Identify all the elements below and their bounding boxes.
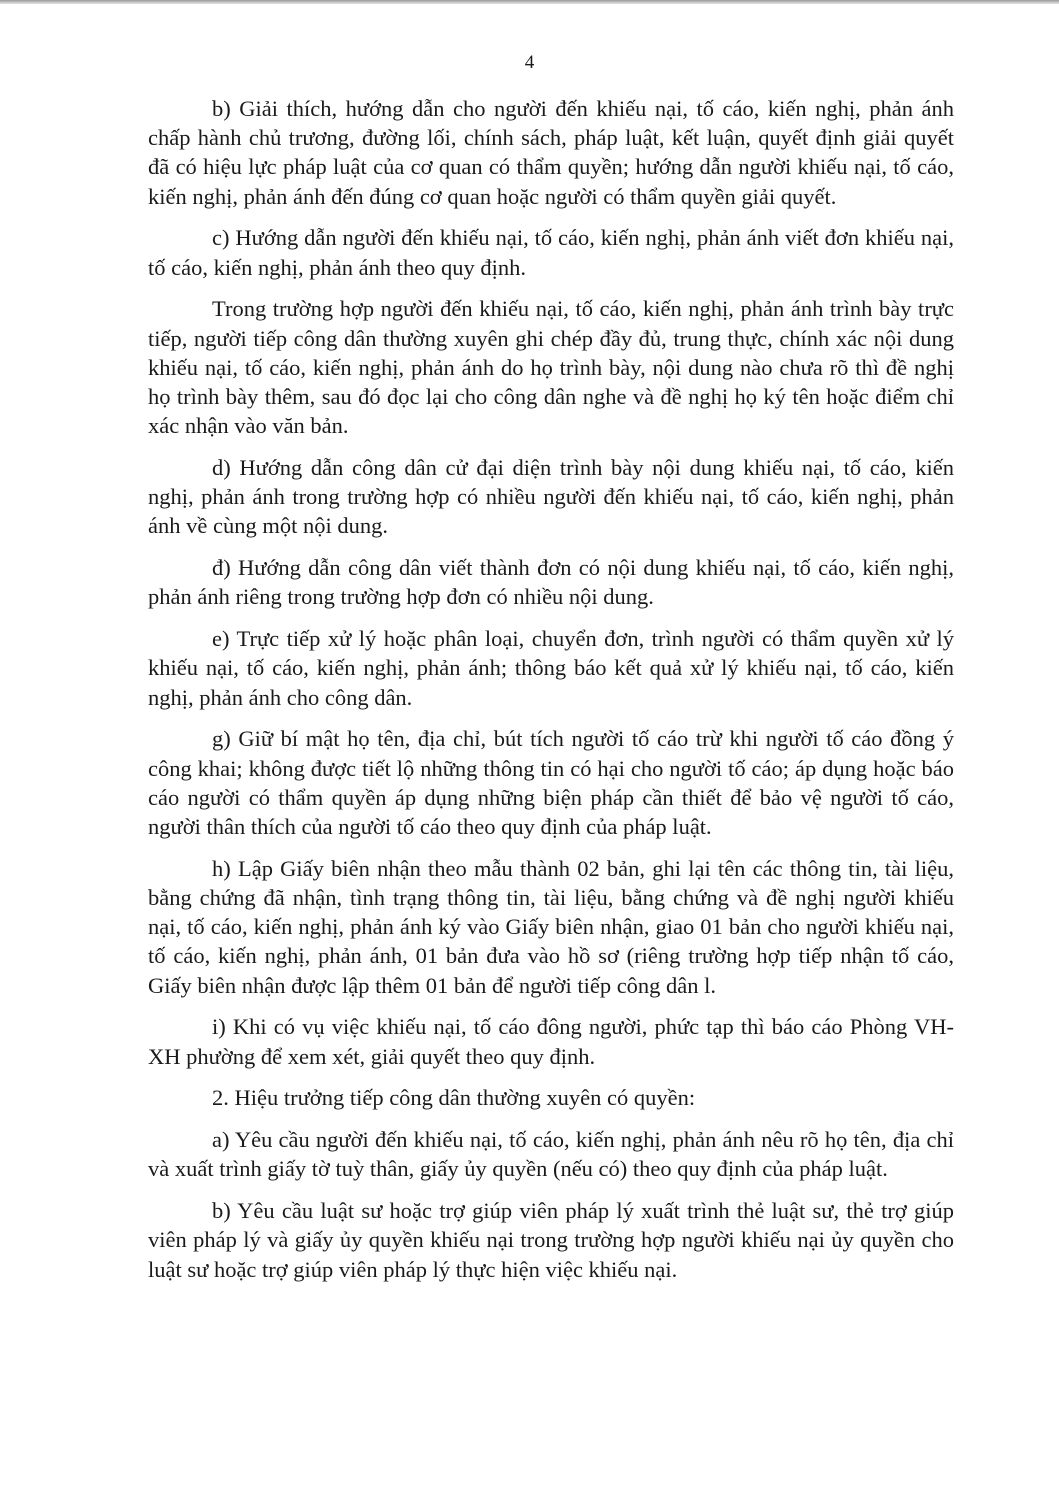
document-body (148, 94, 954, 1284)
paragraph-c-guidance: c) Hướng dẫn người đến khiếu nại, tố cáo, kiến nghị, phản ánh viết đơn khiếu nại, tố cáo, kiến nghị, phản ánh theo quy định. (148, 225, 954, 280)
paragraph-a-identification: a) Yêu cầu người đến khiếu nại, tố cáo, kiến nghị, phản ánh nêu rõ họ tên, địa chỉ và xuất trình giấy tờ tuỳ thân, giấy ủy quyền (nếu có) theo quy định của pháp luật. (148, 1127, 954, 1182)
paragraph-b-explanation: b) Giải thích, hướng dẫn cho người đến khiếu nại, tố cáo, kiến nghị, phản ánh chấp hành chủ trương, đường lối, chính sách, pháp luật, kết luận, quyết định giải quyết đã có hiệu lực pháp luật của cơ quan có thẩm quyền; hướng dẫn người khiếu nại, tố cáo, kiến nghị, phản ánh đến đúng cơ quan hoặc người có thẩm quyền giải quyết. (148, 96, 954, 209)
paragraph-h-receipt: h) Lập Giấy biên nhận theo mẫu thành 02 bản, ghi lại tên các thông tin, tài liệu, bằng chứng đã nhận, tình trạng thông tin, tài liệu, bằng chứng và đề nghị người khiếu nại, tố cáo, kiến nghị, phản ánh ký vào Giấy biên nhận, giao 01 bản cho người khiếu nại, tố cáo, kiến nghị, phản ánh, 01 bản đưa vào hồ sơ (riêng trường hợp tiếp nhận tố cáo, Giấy biên nhận được lập thêm 01 bản để người tiếp công dân l. (148, 855, 954, 998)
paragraph-e-handling: e) Trực tiếp xử lý hoặc phân loại, chuyển đơn, trình người có thẩm quyền xử lý khiếu nại, tố cáo, kiến nghị, phản ánh; thông báo kết quả xử lý khiếu nại, tố cáo, kiến nghị, phản ánh cho công dân. (148, 626, 954, 710)
paragraph-d-representative: d) Hướng dẫn công dân cử đại diện trình bày nội dung khiếu nại, tố cáo, kiến nghị, phản ánh trong trường hợp có nhiều người đến khiếu nại, tố cáo, kiến nghị, phản ánh về cùng một nội dung. (148, 455, 954, 539)
paragraph-direct-presentation: Trong trường hợp người đến khiếu nại, tố cáo, kiến nghị, phản ánh trình bày trực tiếp, người tiếp công dân thường xuyên ghi chép đầy đủ, trung thực, chính xác nội dung khiếu nại, tố cáo, kiến nghị, phản ánh do họ trình bày, nội dung nào chưa rõ thì đề nghị họ trình bày thêm, sau đó đọc lại cho công dân nghe và đề nghị họ ký tên hoặc điểm chỉ xác nhận vào văn bản. (148, 296, 954, 439)
section-2-heading: 2. Hiệu trưởng tiếp công dân thường xuyên có quyền: (212, 1085, 696, 1111)
scan-top-edge (0, 0, 1059, 4)
paragraph-i-report: i) Khi có vụ việc khiếu nại, tố cáo đông người, phức tạp thì báo cáo Phòng VH-XH phường để xem xét, giải quyết theo quy định. (148, 1014, 954, 1069)
paragraph-g-confidentiality: g) Giữ bí mật họ tên, địa chỉ, bút tích người tố cáo trừ khi người tố cáo đồng ý công khai; không được tiết lộ những thông tin có hại cho người tố cáo; áp dụng hoặc báo cáo người có thẩm quyền áp dụng những biện pháp cần thiết để bảo vệ người tố cáo, người thân thích của người tố cáo theo quy định của pháp luật. (148, 726, 954, 840)
paragraph-dd-separate-petition: đ) Hướng dẫn công dân viết thành đơn có nội dung khiếu nại, tố cáo, kiến nghị, phản ánh riêng trong trường hợp đơn có nhiều nội dung. (148, 555, 954, 610)
page-number: 4 (524, 52, 535, 73)
paragraph-b-lawyer-card: b) Yêu cầu luật sư hoặc trợ giúp viên pháp lý xuất trình thẻ luật sư, thẻ trợ giúp viên pháp lý và giấy ủy quyền khiếu nại trong trường hợp người khiếu nại ủy quyền cho luật sư hoặc trợ giúp viên pháp lý thực hiện việc khiếu nại. (148, 1198, 954, 1282)
